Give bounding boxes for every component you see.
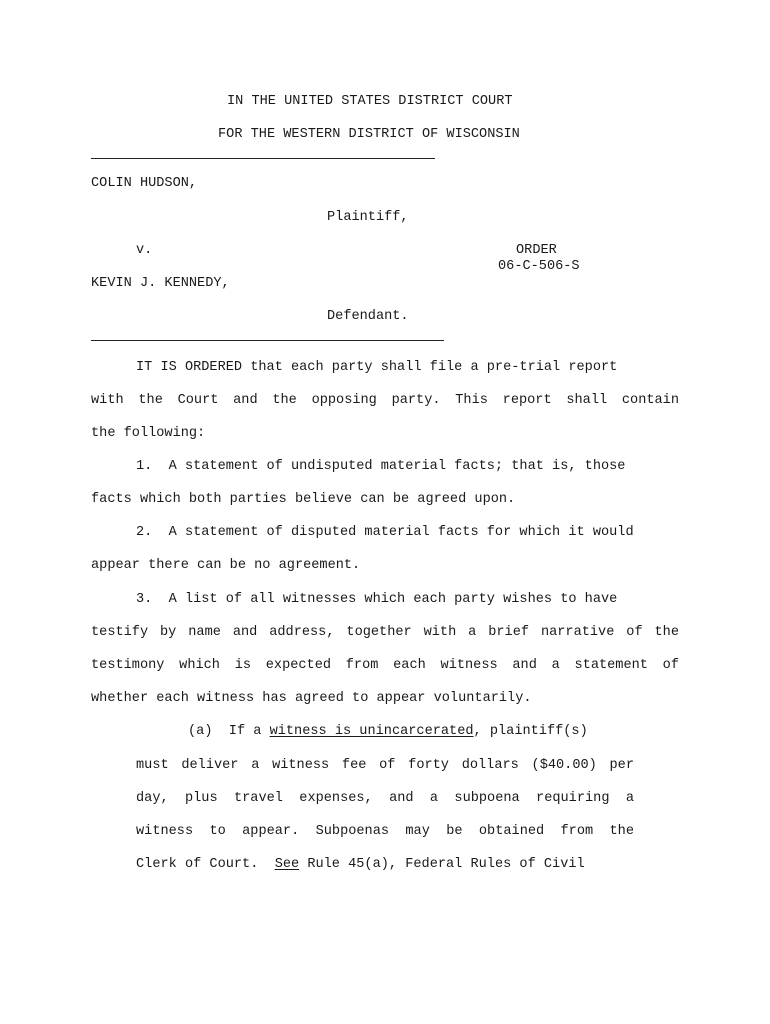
plaintiff-name: COLIN HUDSON,	[91, 176, 198, 191]
item-3-line4: whether each witness has agreed to appear voluntarily.	[91, 691, 532, 706]
defendant-role: Defendant.	[327, 309, 409, 324]
subparagraph-a-suffix: , plaintiff(s)	[473, 724, 588, 739]
case-number: 06-C-506-S	[498, 259, 580, 274]
subparagraph-a-line2: must deliver a witness fee of forty dollars ($40.00) per	[136, 758, 634, 773]
item-2-line1: 2. A statement of disputed material facts for which it would	[136, 525, 634, 540]
item-3-line2: testify by name and address, together with a brief narrative of the	[91, 625, 679, 640]
versus-label: v.	[136, 243, 153, 258]
item-2-line2: appear there can be no agreement.	[91, 558, 361, 573]
subparagraph-a-line5-suffix: Rule 45(a), Federal Rules of Civil	[299, 857, 585, 872]
subparagraph-a-line4: witness to appear. Subpoenas may be obtained from the	[136, 824, 634, 839]
order-paragraph-line1: IT IS ORDERED that each party shall file a pre-trial report	[136, 360, 618, 375]
subparagraph-a-line5-prefix: Clerk of Court.	[136, 857, 275, 872]
caption-divider-top	[91, 158, 435, 159]
item-1-line2: facts which both parties believe can be agreed upon.	[91, 492, 516, 507]
subparagraph-a-line5	[136, 857, 585, 873]
order-paragraph-line2: with the Court and the opposing party. This report shall contain	[91, 393, 679, 408]
item-1-line1: 1. A statement of undisputed material facts; that is, those	[136, 459, 626, 474]
defendant-name: KEVIN J. KENNEDY,	[91, 276, 230, 291]
subparagraph-a-line3: day, plus travel expenses, and a subpoena requiring a	[136, 791, 634, 806]
see-citation-signal: See	[274, 857, 300, 872]
caption-divider-bottom	[91, 340, 444, 341]
order-paragraph-line3: the following:	[91, 426, 206, 441]
item-3-line1: 3. A list of all witnesses which each party wishes to have	[136, 592, 618, 607]
plaintiff-role: Plaintiff,	[327, 210, 409, 225]
subparagraph-a-prefix: (a) If a	[188, 724, 270, 739]
court-name-line1: IN THE UNITED STATES DISTRICT COURT	[227, 94, 513, 109]
subparagraph-a-underlined: witness is unincarcerated	[269, 724, 474, 739]
order-title: ORDER	[516, 243, 557, 258]
item-3-line3: testimony which is expected from each witness and a statement of	[91, 658, 679, 673]
court-name-line2: FOR THE WESTERN DISTRICT OF WISCONSIN	[218, 127, 520, 142]
subparagraph-a-line1	[188, 724, 588, 740]
